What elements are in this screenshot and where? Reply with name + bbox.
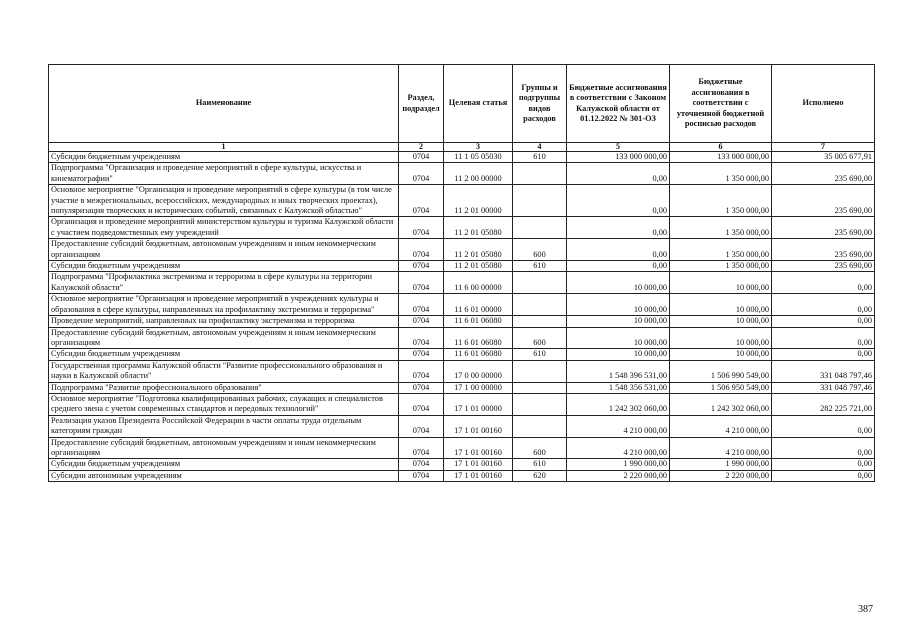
budget-table — [48, 64, 875, 482]
row-article: 11 2 01 05080 — [444, 217, 513, 239]
row-article: 11 6 00 00000 — [444, 272, 513, 294]
row-group — [513, 294, 567, 316]
row-plan-amount: 1 350 000,00 — [670, 261, 772, 272]
table-row — [49, 360, 875, 382]
table-row — [49, 272, 875, 294]
row-plan-amount: 133 000 000,00 — [670, 152, 772, 163]
table-row — [49, 349, 875, 360]
row-group — [513, 393, 567, 415]
row-name: Основное мероприятие "Подготовка квалифицированных рабочих, служащих и специалистов среднего звена с учетом современных стандартов и передовых технологий" — [49, 393, 399, 415]
row-law-amount: 2 220 000,00 — [567, 470, 670, 481]
header-section: Раздел, подраздел — [399, 65, 444, 143]
row-done-amount: 282 225 721,00 — [772, 393, 875, 415]
row-group: 600 — [513, 437, 567, 459]
row-name: Основное мероприятие "Организация и проведение мероприятий в сфере культуры (в том числе участие в межрегиональных, всероссийских, международных и иных творческих проектах), популяризация творческих и исторических событий, связанных с Калужской областью" — [49, 185, 399, 217]
row-law-amount: 1 990 000,00 — [567, 459, 670, 470]
row-article: 11 6 01 06080 — [444, 327, 513, 349]
row-group: 620 — [513, 470, 567, 481]
row-group: 600 — [513, 239, 567, 261]
row-article: 17 1 01 00160 — [444, 470, 513, 481]
row-name: Государственная программа Калужской области "Развитие профессионального образования и науки в Калужской области" — [49, 360, 399, 382]
row-article: 11 2 01 05080 — [444, 239, 513, 261]
column-number: 7 — [772, 143, 875, 152]
header-article: Целевая статья — [444, 65, 513, 143]
table-row — [49, 261, 875, 272]
row-name: Предоставление субсидий бюджетным, автономным учреждениям и иным некоммерческим организациям — [49, 327, 399, 349]
row-done-amount: 0,00 — [772, 349, 875, 360]
row-section: 0704 — [399, 261, 444, 272]
row-section: 0704 — [399, 360, 444, 382]
row-group — [513, 217, 567, 239]
row-group — [513, 360, 567, 382]
row-article: 17 0 00 00000 — [444, 360, 513, 382]
row-done-amount: 0,00 — [772, 316, 875, 327]
row-group: 610 — [513, 459, 567, 470]
row-law-amount: 4 210 000,00 — [567, 415, 670, 437]
table-row — [49, 185, 875, 217]
column-number: 5 — [567, 143, 670, 152]
row-section: 0704 — [399, 327, 444, 349]
table-row — [49, 382, 875, 393]
row-group — [513, 163, 567, 185]
row-done-amount: 235 690,00 — [772, 185, 875, 217]
row-group — [513, 272, 567, 294]
row-section: 0704 — [399, 459, 444, 470]
header-row — [49, 65, 875, 143]
row-article: 17 1 01 00160 — [444, 459, 513, 470]
row-article: 11 6 01 00000 — [444, 294, 513, 316]
row-plan-amount: 10 000,00 — [670, 316, 772, 327]
column-number-row — [49, 143, 875, 152]
row-law-amount: 133 000 000,00 — [567, 152, 670, 163]
row-law-amount: 4 210 000,00 — [567, 437, 670, 459]
row-article: 17 1 01 00160 — [444, 437, 513, 459]
row-name: Организация и проведение мероприятий министерством культуры и туризма Калужской области с участием подведомственных ему учреждений — [49, 217, 399, 239]
row-done-amount: 0,00 — [772, 459, 875, 470]
row-section: 0704 — [399, 316, 444, 327]
table-row — [49, 327, 875, 349]
row-law-amount: 10 000,00 — [567, 272, 670, 294]
row-plan-amount: 1 350 000,00 — [670, 185, 772, 217]
row-article: 17 1 01 00160 — [444, 415, 513, 437]
row-name: Проведение мероприятий, направленных на профилактику экстремизма и терроризма — [49, 316, 399, 327]
row-article: 11 2 01 05080 — [444, 261, 513, 272]
row-name: Субсидии автономным учреждениям — [49, 470, 399, 481]
row-name: Подпрограмма "Профилактика экстремизма и терроризма в сфере культуры на территории Калужской области" — [49, 272, 399, 294]
row-section: 0704 — [399, 152, 444, 163]
row-plan-amount: 10 000,00 — [670, 272, 772, 294]
row-plan-amount: 1 506 950 549,00 — [670, 382, 772, 393]
row-law-amount: 10 000,00 — [567, 316, 670, 327]
row-done-amount: 235 690,00 — [772, 163, 875, 185]
row-law-amount: 10 000,00 — [567, 327, 670, 349]
row-section: 0704 — [399, 437, 444, 459]
row-article: 11 1 05 05030 — [444, 152, 513, 163]
column-number: 3 — [444, 143, 513, 152]
row-plan-amount: 10 000,00 — [670, 349, 772, 360]
table-row — [49, 459, 875, 470]
column-number: 4 — [513, 143, 567, 152]
row-done-amount: 331 048 797,46 — [772, 382, 875, 393]
row-law-amount: 0,00 — [567, 163, 670, 185]
header-plan: Бюджетные ассигнования в соответствии с уточненной бюджетной росписью расходов — [670, 65, 772, 143]
row-section: 0704 — [399, 185, 444, 217]
row-plan-amount: 1 242 302 060,00 — [670, 393, 772, 415]
row-article: 11 2 01 00000 — [444, 185, 513, 217]
row-name: Подпрограмма "Организация и проведение мероприятий в сфере культуры, искусства и кинематографии" — [49, 163, 399, 185]
header-group: Группы и подгруппы видов расходов — [513, 65, 567, 143]
row-article: 11 6 01 06080 — [444, 316, 513, 327]
row-law-amount: 10 000,00 — [567, 294, 670, 316]
row-done-amount: 0,00 — [772, 272, 875, 294]
row-article: 17 1 00 00000 — [444, 382, 513, 393]
row-law-amount: 0,00 — [567, 261, 670, 272]
row-section: 0704 — [399, 163, 444, 185]
row-group — [513, 415, 567, 437]
column-number: 1 — [49, 143, 399, 152]
row-name: Субсидии бюджетным учреждениям — [49, 459, 399, 470]
table-row — [49, 415, 875, 437]
row-law-amount: 0,00 — [567, 217, 670, 239]
row-done-amount: 235 690,00 — [772, 261, 875, 272]
row-plan-amount: 1 990 000,00 — [670, 459, 772, 470]
row-done-amount: 0,00 — [772, 327, 875, 349]
row-section: 0704 — [399, 415, 444, 437]
row-done-amount: 35 005 677,91 — [772, 152, 875, 163]
row-name: Субсидии бюджетным учреждениям — [49, 261, 399, 272]
row-plan-amount: 10 000,00 — [670, 327, 772, 349]
row-plan-amount: 4 210 000,00 — [670, 437, 772, 459]
row-section: 0704 — [399, 382, 444, 393]
header-done: Исполнено — [772, 65, 875, 143]
row-group — [513, 382, 567, 393]
row-group: 600 — [513, 327, 567, 349]
row-group: 610 — [513, 349, 567, 360]
row-plan-amount: 1 350 000,00 — [670, 239, 772, 261]
page-number: 387 — [858, 604, 873, 615]
row-done-amount: 0,00 — [772, 470, 875, 481]
row-law-amount: 0,00 — [567, 185, 670, 217]
row-name: Субсидии бюджетным учреждениям — [49, 349, 399, 360]
row-section: 0704 — [399, 393, 444, 415]
row-law-amount: 1 242 302 060,00 — [567, 393, 670, 415]
row-group: 610 — [513, 261, 567, 272]
row-plan-amount: 2 220 000,00 — [670, 470, 772, 481]
row-done-amount: 331 048 797,46 — [772, 360, 875, 382]
row-section: 0704 — [399, 294, 444, 316]
row-name: Предоставление субсидий бюджетным, автономным учреждениям и иным некоммерческим организациям — [49, 437, 399, 459]
row-section: 0704 — [399, 349, 444, 360]
row-group — [513, 316, 567, 327]
row-name: Основное мероприятие "Организация и проведение мероприятий в учреждениях культуры и образования в сфере культуры, направленных на профилактику экстремизма и терроризма" — [49, 294, 399, 316]
table-body — [49, 152, 875, 482]
table-row — [49, 163, 875, 185]
row-group: 610 — [513, 152, 567, 163]
row-article: 17 1 01 00000 — [444, 393, 513, 415]
row-plan-amount: 1 350 000,00 — [670, 163, 772, 185]
row-plan-amount: 4 210 000,00 — [670, 415, 772, 437]
row-section: 0704 — [399, 470, 444, 481]
row-name: Субсидии бюджетным учреждениям — [49, 152, 399, 163]
table-row — [49, 316, 875, 327]
row-done-amount: 0,00 — [772, 437, 875, 459]
table-row — [49, 393, 875, 415]
row-article: 11 6 01 06080 — [444, 349, 513, 360]
row-law-amount: 1 548 356 531,00 — [567, 382, 670, 393]
row-plan-amount: 1 506 990 549,00 — [670, 360, 772, 382]
row-section: 0704 — [399, 217, 444, 239]
table-row — [49, 239, 875, 261]
row-group — [513, 185, 567, 217]
row-done-amount: 235 690,00 — [772, 239, 875, 261]
header-name: Наименование — [49, 65, 399, 143]
row-law-amount: 10 000,00 — [567, 349, 670, 360]
row-name: Предоставление субсидий бюджетным, автономным учреждениям и иным некоммерческим организациям — [49, 239, 399, 261]
table-row — [49, 217, 875, 239]
row-plan-amount: 1 350 000,00 — [670, 217, 772, 239]
table-row — [49, 152, 875, 163]
table-row — [49, 437, 875, 459]
row-law-amount: 1 548 396 531,00 — [567, 360, 670, 382]
table-row — [49, 294, 875, 316]
header-law: Бюджетные ассигнования в соответствии с Законом Калужской области от 01.12.2022 № 301-ОЗ — [567, 65, 670, 143]
row-name: Реализация указов Президента Российской Федерации в части оплаты труда отдельным категориям граждан — [49, 415, 399, 437]
row-name: Подпрограмма "Развитие профессионального образования" — [49, 382, 399, 393]
column-number: 6 — [670, 143, 772, 152]
row-done-amount: 0,00 — [772, 294, 875, 316]
column-number: 2 — [399, 143, 444, 152]
row-done-amount: 0,00 — [772, 415, 875, 437]
row-section: 0704 — [399, 239, 444, 261]
row-section: 0704 — [399, 272, 444, 294]
row-law-amount: 0,00 — [567, 239, 670, 261]
row-article: 11 2 00 00000 — [444, 163, 513, 185]
table-row — [49, 470, 875, 481]
row-done-amount: 235 690,00 — [772, 217, 875, 239]
row-plan-amount: 10 000,00 — [670, 294, 772, 316]
